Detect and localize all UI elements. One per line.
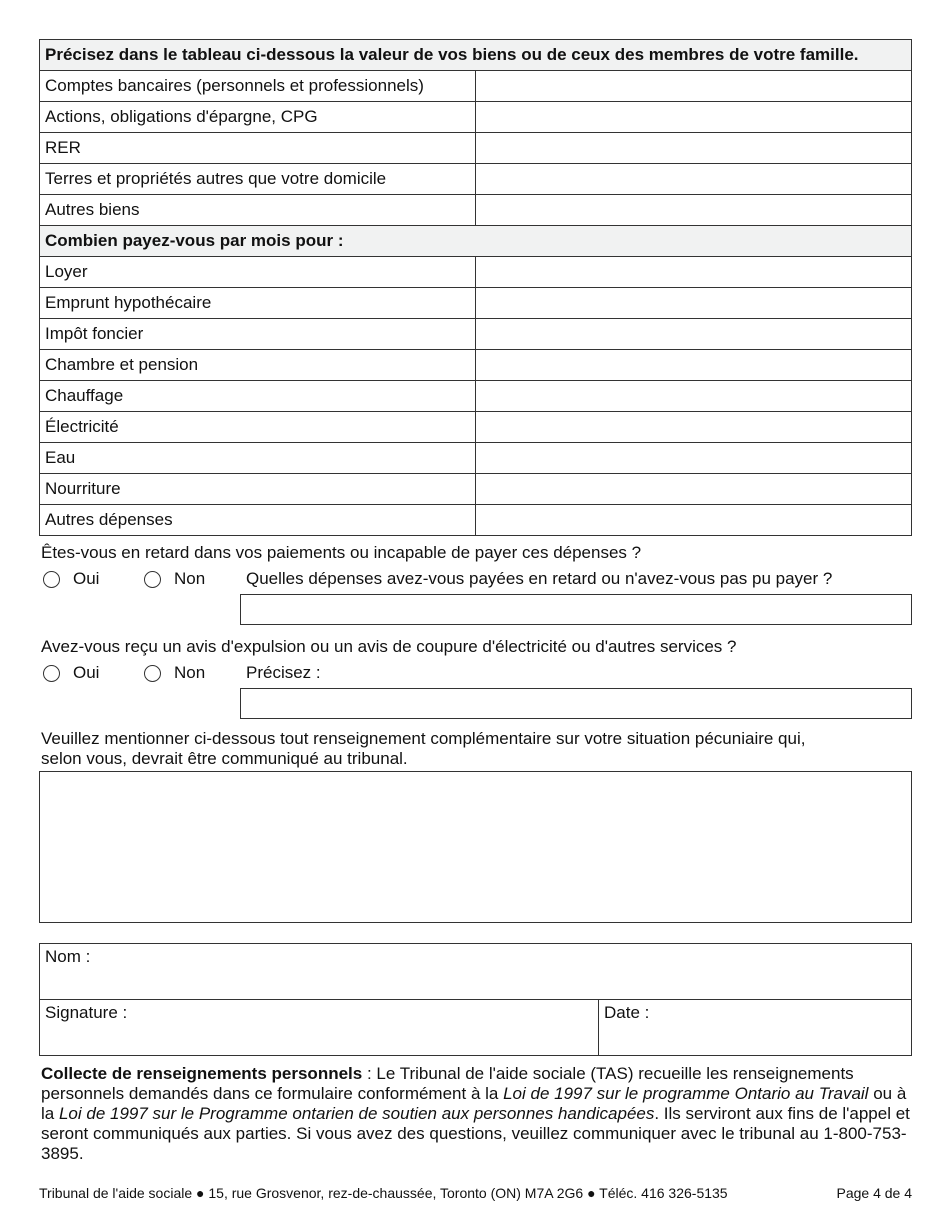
eviction-no-radio[interactable] [144,665,161,682]
privacy-notice [41,1064,912,1164]
late-payments-question: Êtes-vous en retard dans vos paiements ou incapable de payer ces dépenses ? [41,543,642,562]
expense-value-field[interactable] [476,288,912,319]
table-row [40,71,912,102]
table-row [40,381,912,412]
table-row [40,443,912,474]
table-row [40,195,912,226]
form-page [39,39,912,1201]
eviction-question: Avez-vous reçu un avis d'expulsion ou un avis de coupure d'électricité ou d'autres services ? [41,637,737,656]
asset-value-field[interactable] [476,164,912,195]
table-row [40,474,912,505]
assets-expenses-table [39,39,912,536]
expenses-header: Combien payez-vous par mois pour : [40,226,912,257]
page-number: Page 4 de 4 [836,1185,912,1201]
late-payments-follow-up: Quelles dépenses avez-vous payées en retard ou n'avez-vous pas pu payer ? [246,569,833,588]
expense-value-field[interactable] [476,474,912,505]
asset-value-field[interactable] [476,195,912,226]
privacy-text-1: : Le Tribunal de l'aide sociale (TAS) recueille les renseignements personnels demandés dans ce formulaire conformément à la [41,1064,854,1103]
expense-label: Électricité [40,412,476,443]
asset-value-field[interactable] [476,133,912,164]
expense-label: Loyer [40,257,476,288]
expense-label: Nourriture [40,474,476,505]
late-payments-yes-label: Oui [73,569,100,588]
table-row [40,257,912,288]
asset-label: Autres biens [40,195,476,226]
expense-value-field[interactable] [476,350,912,381]
eviction-answer-field[interactable] [240,688,912,719]
late-payments-no-option[interactable] [144,569,205,589]
expense-value-field[interactable] [476,443,912,474]
table-row [40,505,912,536]
eviction-no-label: Non [174,663,206,682]
expense-value-field[interactable] [476,412,912,443]
expense-value-field[interactable] [476,319,912,350]
asset-label: RER [40,133,476,164]
eviction-yes-radio[interactable] [43,665,60,682]
expense-value-field[interactable] [476,505,912,536]
table-row [40,412,912,443]
eviction-options [43,662,903,684]
table-row [40,319,912,350]
privacy-law-1: Loi de 1997 sur le programme Ontario au Travail [503,1084,869,1103]
expense-label: Chauffage [40,381,476,412]
expense-label: Emprunt hypothécaire [40,288,476,319]
asset-value-field[interactable] [476,71,912,102]
late-payments-options [43,568,903,590]
privacy-law-2: Loi de 1997 sur le Programme ontarien de soutien aux personnes handicapées [58,1104,655,1123]
name-label: Nom : [45,947,91,966]
assets-header: Précisez dans le tableau ci-dessous la valeur de vos biens ou de ceux des membres de votre famille. [40,40,912,71]
late-payments-no-radio[interactable] [144,571,161,588]
signature-field[interactable] [40,1000,599,1055]
additional-info-line-2: selon vous, devrait être communiqué au tribunal. [41,749,408,768]
name-field[interactable] [40,944,911,1000]
footer-address: Tribunal de l'aide sociale ● 15, rue Grosvenor, rez-de-chaussée, Toronto (ON) M7A 2G6 ● Téléc. 416 326-5135 [39,1185,728,1201]
privacy-text-3: . Ils serviront aux fins de l'appel et seront communiqués aux parties. Si vous avez des questions, veuillez communiquer avec le tribunal au 1-800-753-3895. [41,1104,910,1163]
asset-label: Terres et propriétés autres que votre domicile [40,164,476,195]
table-row [40,350,912,381]
late-payments-answer-field[interactable] [240,594,912,625]
expense-label: Eau [40,443,476,474]
additional-info-line-1: Veuillez mentionner ci-dessous tout renseignement complémentaire sur votre situation pécuniaire qui, [41,729,806,748]
signature-label: Signature : [45,1003,128,1022]
expense-label: Chambre et pension [40,350,476,381]
table-row [40,133,912,164]
table-row [40,102,912,133]
asset-value-field[interactable] [476,102,912,133]
assets-header-row [40,40,912,71]
privacy-heading: Collecte de renseignements personnels [41,1064,363,1083]
expense-value-field[interactable] [476,381,912,412]
table-row [40,288,912,319]
additional-info-field[interactable] [39,771,912,923]
table-row [40,164,912,195]
expenses-header-row [40,226,912,257]
eviction-follow-up: Précisez : [246,663,321,682]
eviction-yes-label: Oui [73,663,100,682]
page-footer [39,1185,912,1201]
eviction-no-option[interactable] [144,663,205,683]
late-payments-no-label: Non [174,569,206,588]
expense-value-field[interactable] [476,257,912,288]
late-payments-yes-option[interactable] [43,569,99,589]
date-field[interactable] [599,1000,911,1055]
expense-label: Impôt foncier [40,319,476,350]
late-payments-yes-radio[interactable] [43,571,60,588]
asset-label: Actions, obligations d'épargne, CPG [40,102,476,133]
eviction-yes-option[interactable] [43,663,99,683]
expense-label: Autres dépenses [40,505,476,536]
signature-block [39,943,912,1056]
asset-label: Comptes bancaires (personnels et professionnels) [40,71,476,102]
privacy-text-2: ou à la [41,1084,907,1123]
date-label: Date : [604,1003,650,1022]
